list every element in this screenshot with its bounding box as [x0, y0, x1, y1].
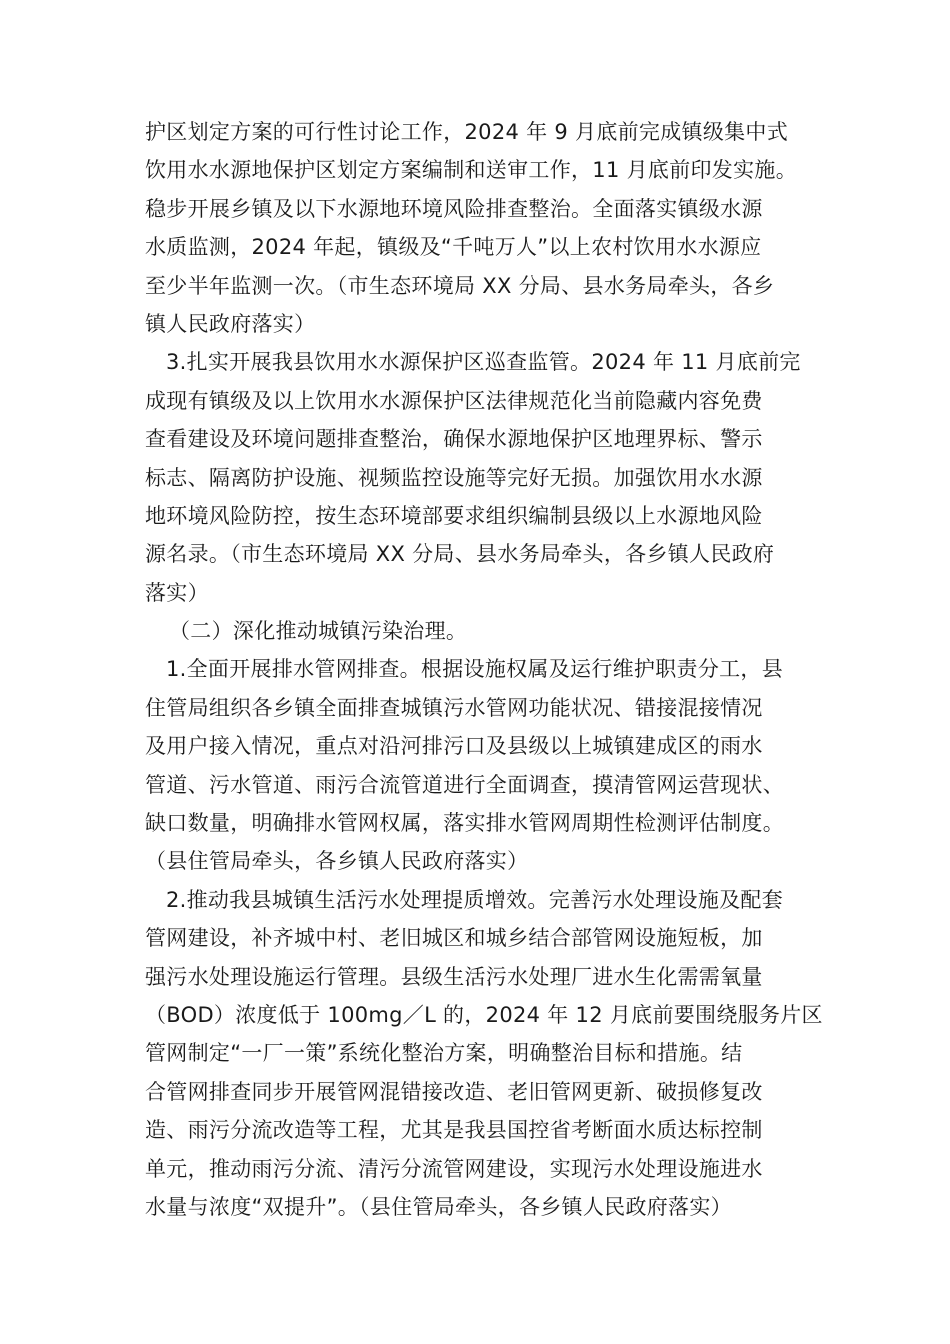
text-line: 护区划定方案的可行性讨论工作，2024 年 9 月底前完成镇级集中式	[145, 120, 789, 144]
text-line: 镇人民政府落实）	[145, 311, 316, 336]
text-line: 成现有镇级及以上饮用水水源保护区法律规范化当前隐藏内容免费	[145, 388, 763, 413]
text-line: 造、雨污分流改造等工程，尤其是我县国控省考断面水质达标控制	[145, 1118, 763, 1143]
text-line: 强污水处理设施运行管理。县级生活污水处理厂进水生化需需氧量	[145, 964, 763, 989]
text-line: 合管网排查同步开展管网混错接改造、老旧管网更新、破损修复改	[145, 1079, 763, 1104]
text-line: 及用户接入情况，重点对沿河排污口及县级以上城镇建成区的雨水	[145, 734, 763, 759]
text-line: 标志、隔离防护设施、视频监控设施等完好无损。加强饮用水水源	[145, 465, 763, 490]
text-line: 地环境风险防控，按生态环境部要求组织编制县级以上水源地风险	[145, 503, 763, 528]
text-line: 水质监测，2024 年起，镇级及“千吨万人”以上农村饮用水水源应	[145, 235, 762, 260]
document-body	[145, 113, 825, 1226]
text-line: 水量与浓度“双提升”。（县住管局牵头，各乡镇人民政府落实）	[145, 1194, 732, 1219]
text-line: 至少半年监测一次。（市生态环境局 XX 分局、县水务局牵头，各乡	[145, 273, 775, 298]
text-line: 管网建设，补齐城中村、老旧城区和城乡结合部管网设施短板，加	[145, 926, 763, 951]
paragraph-start-item-1: 1.全面开展排水管网排查。根据设施权属及运行维护职责分工，县	[166, 657, 784, 682]
text-line: （县住管局牵头，各乡镇人民政府落实）	[145, 849, 529, 874]
text-line: 落实）	[145, 580, 209, 605]
text-line: 源名录。（市生态环境局 XX 分局、县水务局牵头，各乡镇人民政府	[145, 542, 775, 567]
text-line: 单元，推动雨污分流、清污分流管网建设，实现污水处理设施进水	[145, 1156, 763, 1181]
text-line: 查看建设及环境问题排查整治，确保水源地保护区地理界标、警示	[145, 427, 763, 452]
text-line: 住管局组织各乡镇全面排查城镇污水管网功能状况、错接混接情况	[145, 695, 763, 720]
section-heading: （二）深化推动城镇污染治理。	[169, 619, 468, 644]
text-line: 稳步开展乡镇及以下水源地环境风险排查整治。全面落实镇级水源	[145, 196, 763, 221]
text-line: 管网制定“一厂一策”系统化整治方案，明确整治目标和措施。结	[145, 1041, 743, 1066]
text-line: 缺口数量，明确排水管网权属，落实排水管网周期性检测评估制度。	[145, 811, 784, 836]
text-line: （BOD）浓度低于 100mg／L 的，2024 年 12 月底前要围绕服务片区	[145, 1002, 823, 1027]
text-line: 饮用水水源地保护区划定方案编制和送审工作，11 月底前印发实施。	[145, 158, 797, 183]
text-line: 管道、污水管道、雨污合流管道进行全面调查，摸清管网运营现状、	[145, 772, 784, 797]
paragraph-start-item-2: 2.推动我县城镇生活污水处理提质增效。完善污水处理设施及配套	[166, 887, 784, 912]
paragraph-start-item-3: 3.扎实开展我县饮用水水源保护区巡查监管。2024 年 11 月底前完	[166, 350, 801, 375]
